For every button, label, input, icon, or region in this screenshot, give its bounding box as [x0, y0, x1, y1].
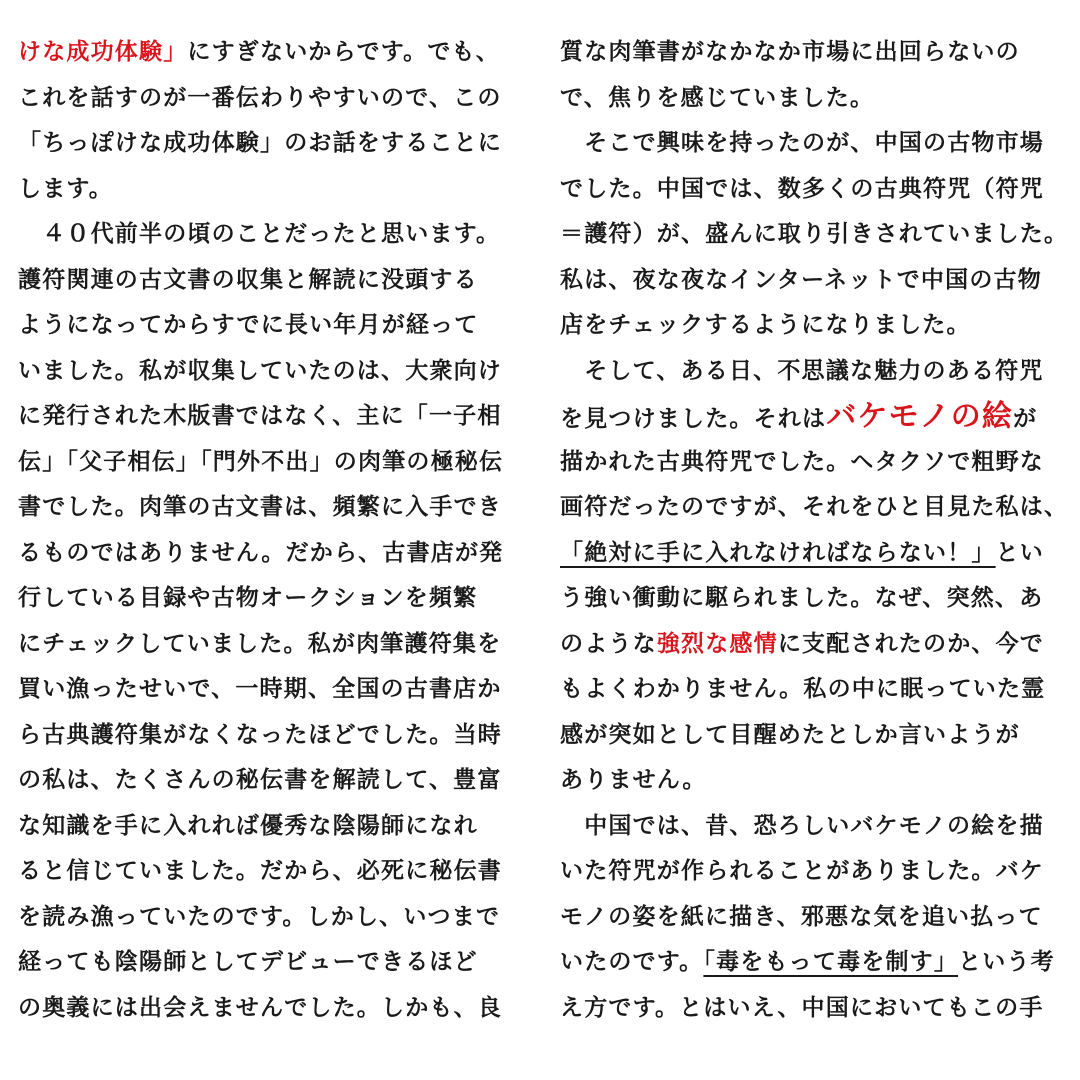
text-line	[18, 394, 533, 440]
text-segment: う強い衝動に駆られました。なぜ、突然、あ	[560, 585, 1044, 611]
text-line	[18, 758, 533, 804]
text-segment: 護符関連の古文書の収集と解読に没頭する	[18, 266, 478, 293]
text-line	[18, 167, 533, 213]
text-line	[560, 713, 1075, 759]
text-segment: え方です。とはいえ、中国においてもこの手	[560, 994, 1044, 1021]
text-line	[560, 849, 1075, 895]
text-segment: これを話すのが一番伝わりやすいので、この	[18, 84, 502, 111]
text-line	[560, 667, 1075, 713]
emphasis-text: 「毒をもって毒を制す」	[703, 949, 959, 975]
text-line	[18, 303, 533, 349]
text-segment: いました。私が収集していたのは、大衆向け	[18, 357, 502, 384]
text-segment: の私は、たくさんの秘伝書を解読して、豊富	[18, 767, 502, 793]
text-segment: ＝護符）が、盛んに取り引きされていました。	[560, 221, 1069, 247]
text-line	[18, 986, 533, 1032]
text-line	[560, 576, 1075, 622]
text-segment: でした。中国では、数多くの古典符咒（符咒	[560, 175, 1044, 202]
text-line	[560, 349, 1075, 395]
text-line	[18, 804, 533, 850]
text-line	[18, 349, 533, 395]
text-line	[560, 121, 1075, 167]
text-line	[18, 940, 533, 986]
text-line	[18, 76, 533, 122]
text-line	[18, 576, 533, 622]
text-segment: 描かれた古典符咒でした。ヘタクソで粗野な	[560, 448, 1044, 475]
text-line	[18, 258, 533, 304]
text-segment: 私は、夜な夜なインターネットで中国の古物	[560, 266, 1042, 293]
text-segment: 「ちっぽけな成功体験」のお話をすることに	[18, 130, 502, 156]
text-segment: もよくわかりません。私の中に眠っていた霊	[560, 676, 1046, 702]
text-line	[18, 485, 533, 531]
text-segment: 中国では、昔、恐ろしいバケモノの絵を描	[560, 812, 1044, 839]
text-segment: いたのです。	[560, 949, 704, 975]
text-segment: 伝」「父子相伝」「門外不出」の肉筆の極秘伝	[18, 448, 504, 475]
text-line	[560, 76, 1075, 122]
text-segment: という考	[958, 949, 1055, 975]
text-line	[560, 30, 1075, 76]
text-segment: ようになってからすでに長い年月が経って	[18, 312, 479, 338]
text-line	[560, 212, 1075, 258]
text-segment: 行している目録や古物オークションを頻繁	[18, 585, 478, 611]
text-segment: に支配されたのか、今で	[777, 630, 1045, 657]
text-segment: ４０代前半の頃のことだったと思います。	[18, 221, 501, 247]
text-line	[18, 531, 533, 577]
text-line	[560, 440, 1075, 486]
text-line	[560, 986, 1075, 1032]
text-segment: にすぎないからです。でも、	[187, 39, 500, 65]
text-segment: とい	[995, 539, 1045, 566]
text-line	[560, 940, 1075, 986]
text-line	[18, 667, 533, 713]
emphasis-text: バケモノの絵	[826, 399, 1014, 434]
text-segment: のような	[560, 630, 657, 657]
text-line	[18, 849, 533, 895]
text-segment: を読み漁っていたのです。しかし、いつまで	[18, 903, 501, 930]
text-segment: ると信じていました。だから、必死に秘伝書	[18, 858, 502, 884]
text-segment: 画符だったのですが、それをひと目見た私は、	[560, 494, 1069, 520]
text-segment: で、焦りを感じていました。	[560, 84, 875, 111]
text-segment: ら古典護符集がなくなったほどでした。当時	[18, 721, 502, 748]
text-line	[560, 258, 1075, 304]
text-segment: に発行された木版書ではなく、主に「一子相	[18, 403, 502, 429]
right-text-column	[560, 30, 1075, 1031]
emphasis-text: 強烈な感情	[656, 630, 778, 657]
text-line	[560, 622, 1075, 668]
text-segment: が	[1013, 406, 1038, 432]
text-segment: そこで興味を持ったのが、中国の古物市場	[560, 130, 1044, 156]
text-line	[560, 303, 1075, 349]
text-segment: ありません。	[560, 767, 707, 793]
text-line	[560, 758, 1075, 804]
emphasis-text: けな成功体験」	[18, 39, 188, 65]
text-segment: の奥義には出会えませんでした。しかも、良	[18, 994, 502, 1021]
text-line	[560, 485, 1075, 531]
text-segment: モノの姿を紙に描き、邪悪な気を追い払って	[560, 903, 1043, 930]
text-segment: そして、ある日、不思議な魅力のある符咒	[560, 357, 1044, 384]
emphasis-text: 「絶対に手に入れなければならない！」	[560, 539, 996, 566]
text-line	[18, 713, 533, 759]
left-text-column	[18, 30, 533, 1031]
text-line	[560, 531, 1075, 577]
text-segment: るものではありません。だから、古書店が発	[18, 539, 504, 566]
text-line	[18, 440, 533, 486]
text-line	[560, 167, 1075, 213]
text-segment: 店をチェックするようになりました。	[560, 312, 971, 338]
text-line	[18, 622, 533, 668]
text-line	[18, 212, 533, 258]
text-line	[18, 895, 533, 941]
text-line	[560, 394, 1075, 440]
text-segment: 経っても陰陽師としてデビューできるほど	[18, 949, 478, 975]
text-segment: 感が突如として目醒めたとしか言いようが	[560, 721, 1020, 748]
text-segment: を見つけました。それは	[560, 406, 827, 432]
text-segment: な知識を手に入れれば優秀な陰陽師になれ	[18, 812, 478, 839]
text-line	[18, 121, 533, 167]
text-line	[560, 804, 1075, 850]
text-segment: にチェックしていました。私が肉筆護符集を	[18, 630, 502, 657]
text-line	[18, 30, 533, 76]
text-line	[560, 895, 1075, 941]
text-segment: 質な肉筆書がなかなか市場に出回らないの	[560, 39, 1020, 65]
text-segment: 買い漁ったせいで、一時期、全国の古書店か	[18, 676, 502, 702]
text-segment: します。	[18, 175, 113, 202]
text-segment: 書でした。肉筆の古文書は、頻繁に入手でき	[18, 494, 502, 520]
text-segment: いた符咒が作られることがありました。バケ	[560, 858, 1044, 884]
